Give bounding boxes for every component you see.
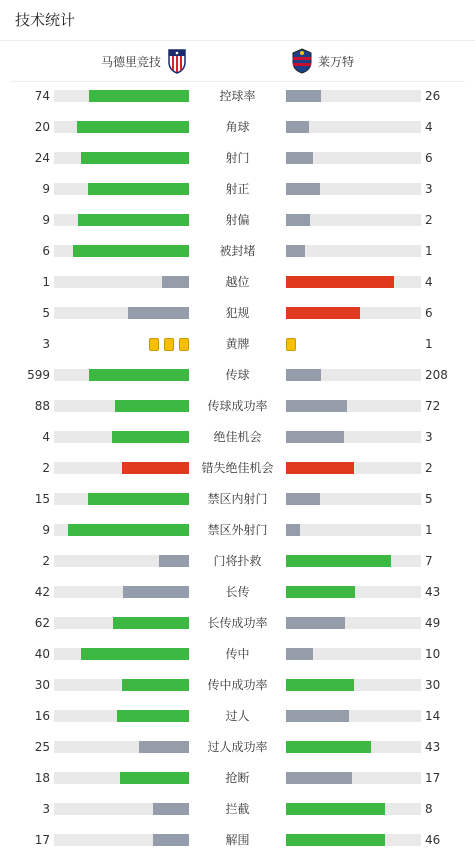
home-stat-value: 42: [34, 585, 50, 599]
away-stat-bar-fill: [286, 431, 344, 443]
home-stat-bar-track: [54, 245, 189, 257]
page-title: 技术统计: [15, 11, 76, 29]
home-stat-value: 30: [34, 678, 50, 692]
stat-label: 传中: [225, 647, 250, 661]
home-stat-value: 88: [34, 399, 50, 413]
stat-label: 拦截: [225, 802, 250, 816]
away-stat-bar-fill: [286, 152, 313, 164]
away-stat-bar-track: [286, 617, 421, 629]
away-stat-value: 5: [425, 492, 433, 506]
away-stat-value: 1: [425, 244, 433, 258]
yellow-card-icon: [179, 338, 189, 351]
stat-row: [0, 577, 475, 608]
away-stat-bar-track: [286, 245, 421, 257]
home-stat-bar-track: [54, 214, 189, 226]
home-stat-bar-track: [54, 617, 189, 629]
away-stat-bar-fill: [286, 679, 354, 691]
away-stat-value: 2: [425, 213, 433, 227]
home-stat-bar-fill: [77, 121, 189, 133]
away-stat-value: 8: [425, 802, 433, 816]
stat-row: [0, 794, 475, 825]
home-stat-bar-fill: [115, 400, 189, 412]
home-stat-bar-fill: [81, 648, 189, 660]
home-stat-bar-fill: [128, 307, 189, 319]
stat-label: 绝佳机会: [213, 430, 262, 444]
away-stat-bar-track: [286, 462, 421, 474]
home-stat-bar-fill: [81, 152, 189, 164]
levante-crest-icon: [291, 48, 313, 74]
home-stat-bar-fill: [88, 183, 189, 195]
home-stat-bar-fill: [117, 710, 189, 722]
away-stat-bar-track: [286, 152, 421, 164]
stat-label: 抢断: [225, 771, 250, 785]
home-stat-bar-track: [54, 834, 189, 846]
home-stat-value: 5: [42, 306, 50, 320]
stat-row: [0, 329, 475, 360]
stat-label: 过人: [225, 709, 250, 723]
stat-row: [0, 360, 475, 391]
stat-row: [0, 732, 475, 763]
yellow-card-icon: [164, 338, 174, 351]
home-stat-bar-fill: [123, 586, 189, 598]
stat-row: [0, 298, 475, 329]
away-stat-bar-fill: [286, 276, 394, 288]
stat-row: [0, 81, 475, 112]
home-stat-value: 3: [42, 337, 50, 351]
away-stat-bar-fill: [286, 617, 345, 629]
stat-label: 越位: [225, 275, 250, 289]
home-stat-bar-fill: [122, 462, 190, 474]
away-stat-value: 46: [425, 833, 441, 847]
away-stat-bar-fill: [286, 524, 300, 536]
stat-label: 门将扑救: [213, 554, 262, 568]
home-stat-value: 17: [34, 833, 50, 847]
home-stat-bar-track: [54, 524, 189, 536]
stat-row: [0, 236, 475, 267]
away-yellow-cards: [286, 338, 296, 351]
away-stat-value: 1: [425, 523, 433, 537]
stat-row: [0, 205, 475, 236]
stat-label: 传球: [225, 368, 250, 382]
stat-row: [0, 546, 475, 577]
stat-row: [0, 112, 475, 143]
away-stat-bar-fill: [286, 183, 320, 195]
away-stat-bar-track: [286, 493, 421, 505]
away-stat-bar-fill: [286, 834, 385, 846]
stat-row: [0, 484, 475, 515]
yellow-card-icon: [286, 338, 296, 351]
stat-row: [0, 453, 475, 484]
away-stat-bar-track: [286, 772, 421, 784]
away-stat-bar-fill: [286, 121, 309, 133]
home-stat-value: 1: [42, 275, 50, 289]
away-stat-value: 4: [425, 120, 433, 134]
away-stat-bar-track: [286, 586, 421, 598]
home-stat-bar-track: [54, 183, 189, 195]
away-stat-bar-track: [286, 369, 421, 381]
stat-row: [0, 143, 475, 174]
stat-row: [0, 422, 475, 453]
away-stat-value: 72: [425, 399, 441, 413]
home-stat-bar-fill: [159, 555, 189, 567]
stat-row: [0, 391, 475, 422]
home-stat-value: 40: [34, 647, 50, 661]
home-stat-bar-fill: [73, 245, 189, 257]
away-stat-bar-track: [286, 400, 421, 412]
away-stat-value: 30: [425, 678, 441, 692]
away-stat-bar-track: [286, 431, 421, 443]
home-stat-value: 6: [42, 244, 50, 258]
away-stat-value: 3: [425, 182, 433, 196]
away-stat-value: 4: [425, 275, 433, 289]
home-stat-bar-track: [54, 586, 189, 598]
teams-header: [10, 41, 465, 82]
away-stat-bar-track: [286, 679, 421, 691]
home-stat-bar-track: [54, 772, 189, 784]
away-stat-bar-fill: [286, 462, 354, 474]
away-stat-value: 6: [425, 306, 433, 320]
stat-label: 传球成功率: [207, 399, 268, 413]
stat-label: 长传成功率: [207, 616, 268, 630]
home-stat-value: 9: [42, 182, 50, 196]
away-stat-value: 1: [425, 337, 433, 351]
away-stat-bar-track: [286, 276, 421, 288]
away-stat-value: 43: [425, 740, 441, 754]
home-stat-value: 62: [34, 616, 50, 630]
home-stat-bar-fill: [78, 214, 189, 226]
stat-row: [0, 670, 475, 701]
home-stat-value: 2: [42, 461, 50, 475]
stat-label: 控球率: [219, 89, 256, 103]
stat-label: 长传: [225, 585, 250, 599]
home-stat-bar-fill: [122, 679, 190, 691]
away-stat-bar-fill: [286, 772, 352, 784]
away-stat-value: 10: [425, 647, 441, 661]
home-stat-value: 24: [34, 151, 50, 165]
stat-row: [0, 267, 475, 298]
away-stat-bar-track: [286, 307, 421, 319]
home-stat-bar-fill: [68, 524, 190, 536]
stat-row: [0, 608, 475, 639]
home-stat-bar-track: [54, 462, 189, 474]
away-stat-value: 2: [425, 461, 433, 475]
away-stat-value: 14: [425, 709, 441, 723]
away-stat-bar-track: [286, 90, 421, 102]
away-stat-value: 7: [425, 554, 433, 568]
home-stat-bar-track: [54, 493, 189, 505]
home-stat-bar-fill: [120, 772, 189, 784]
home-stat-value: 20: [34, 120, 50, 134]
home-stat-bar-track: [54, 307, 189, 319]
stat-label: 射偏: [225, 213, 250, 227]
away-stat-bar-fill: [286, 307, 360, 319]
home-stat-bar-fill: [112, 431, 189, 443]
stat-label: 射正: [225, 182, 250, 196]
away-stat-bar-track: [286, 834, 421, 846]
stat-label: 黄牌: [225, 337, 250, 351]
home-stat-bar-track: [54, 679, 189, 691]
away-stat-bar-track: [286, 183, 421, 195]
stat-label: 禁区外射门: [207, 523, 268, 537]
home-stat-bar-track: [54, 431, 189, 443]
home-stat-bar-fill: [153, 834, 189, 846]
stat-label: 禁区内射门: [207, 492, 268, 506]
away-stat-bar-fill: [286, 710, 349, 722]
stat-label: 传中成功率: [207, 678, 268, 692]
away-stat-bar-track: [286, 524, 421, 536]
home-stat-value: 599: [27, 368, 50, 382]
away-stat-bar-track: [286, 741, 421, 753]
home-stat-bar-fill: [139, 741, 189, 753]
home-stat-value: 15: [34, 492, 50, 506]
home-stat-bar-track: [54, 121, 189, 133]
stat-label: 解围: [225, 833, 250, 847]
away-stat-bar-track: [286, 648, 421, 660]
home-stat-bar-track: [54, 803, 189, 815]
stat-row: [0, 763, 475, 794]
away-stat-value: 49: [425, 616, 441, 630]
away-stat-value: 6: [425, 151, 433, 165]
stat-label: 角球: [225, 120, 250, 134]
away-stat-bar-track: [286, 555, 421, 567]
home-stat-bar-track: [54, 369, 189, 381]
away-team-name: 莱万特: [318, 55, 355, 69]
home-stat-value: 9: [42, 213, 50, 227]
away-stat-bar-track: [286, 214, 421, 226]
home-stat-value: 74: [34, 89, 50, 103]
away-stat-value: 43: [425, 585, 441, 599]
away-stat-value: 26: [425, 89, 441, 103]
stat-row: [0, 174, 475, 205]
home-stat-value: 4: [42, 430, 50, 444]
stat-label: 犯规: [225, 306, 250, 320]
home-stat-bar-fill: [88, 493, 189, 505]
home-team-name: 马德里竞技: [100, 55, 161, 69]
away-stat-value: 3: [425, 430, 433, 444]
atletico-madrid-crest-icon: [167, 48, 187, 74]
yellow-card-icon: [149, 338, 159, 351]
home-stat-bar-track: [54, 741, 189, 753]
home-stat-value: 9: [42, 523, 50, 537]
away-stat-bar-track: [286, 803, 421, 815]
away-stat-bar-fill: [286, 214, 310, 226]
stat-label: 被封堵: [219, 244, 256, 258]
home-stat-value: 16: [34, 709, 50, 723]
home-yellow-cards: [149, 338, 189, 351]
home-stat-bar-track: [54, 276, 189, 288]
home-stat-bar-fill: [162, 276, 189, 288]
home-stat-value: 2: [42, 554, 50, 568]
away-stat-bar-fill: [286, 90, 321, 102]
stat-label: 射门: [225, 151, 250, 165]
away-stat-bar-fill: [286, 586, 355, 598]
away-stat-bar-track: [286, 121, 421, 133]
home-stat-bar-track: [54, 152, 189, 164]
away-stat-bar-track: [286, 710, 421, 722]
home-stat-bar-track: [54, 555, 189, 567]
away-stat-bar-fill: [286, 555, 391, 567]
stat-label: 过人成功率: [207, 740, 268, 754]
home-stat-value: 25: [34, 740, 50, 754]
away-stat-value: 208: [425, 368, 448, 382]
away-stat-bar-fill: [286, 648, 313, 660]
away-stat-bar-fill: [286, 369, 321, 381]
away-stat-bar-fill: [286, 803, 385, 815]
away-stat-bar-fill: [286, 245, 305, 257]
stat-label: 错失绝佳机会: [201, 461, 274, 475]
away-stat-value: 17: [425, 771, 441, 785]
away-stat-bar-fill: [286, 741, 371, 753]
stat-row: [0, 515, 475, 546]
home-stat-bar-track: [54, 400, 189, 412]
home-stat-bar-fill: [113, 617, 189, 629]
home-stat-bar-track: [54, 90, 189, 102]
stat-row: [0, 639, 475, 670]
home-stat-bar-fill: [153, 803, 189, 815]
home-stat-value: 18: [34, 771, 50, 785]
home-stat-bar-track: [54, 648, 189, 660]
home-stat-bar-track: [54, 710, 189, 722]
home-stat-value: 3: [42, 802, 50, 816]
away-stat-bar-fill: [286, 400, 347, 412]
home-stat-bar-fill: [89, 90, 189, 102]
home-stat-bar-fill: [89, 369, 189, 381]
stat-row: [0, 701, 475, 732]
stat-row: [0, 825, 475, 856]
away-stat-bar-fill: [286, 493, 320, 505]
